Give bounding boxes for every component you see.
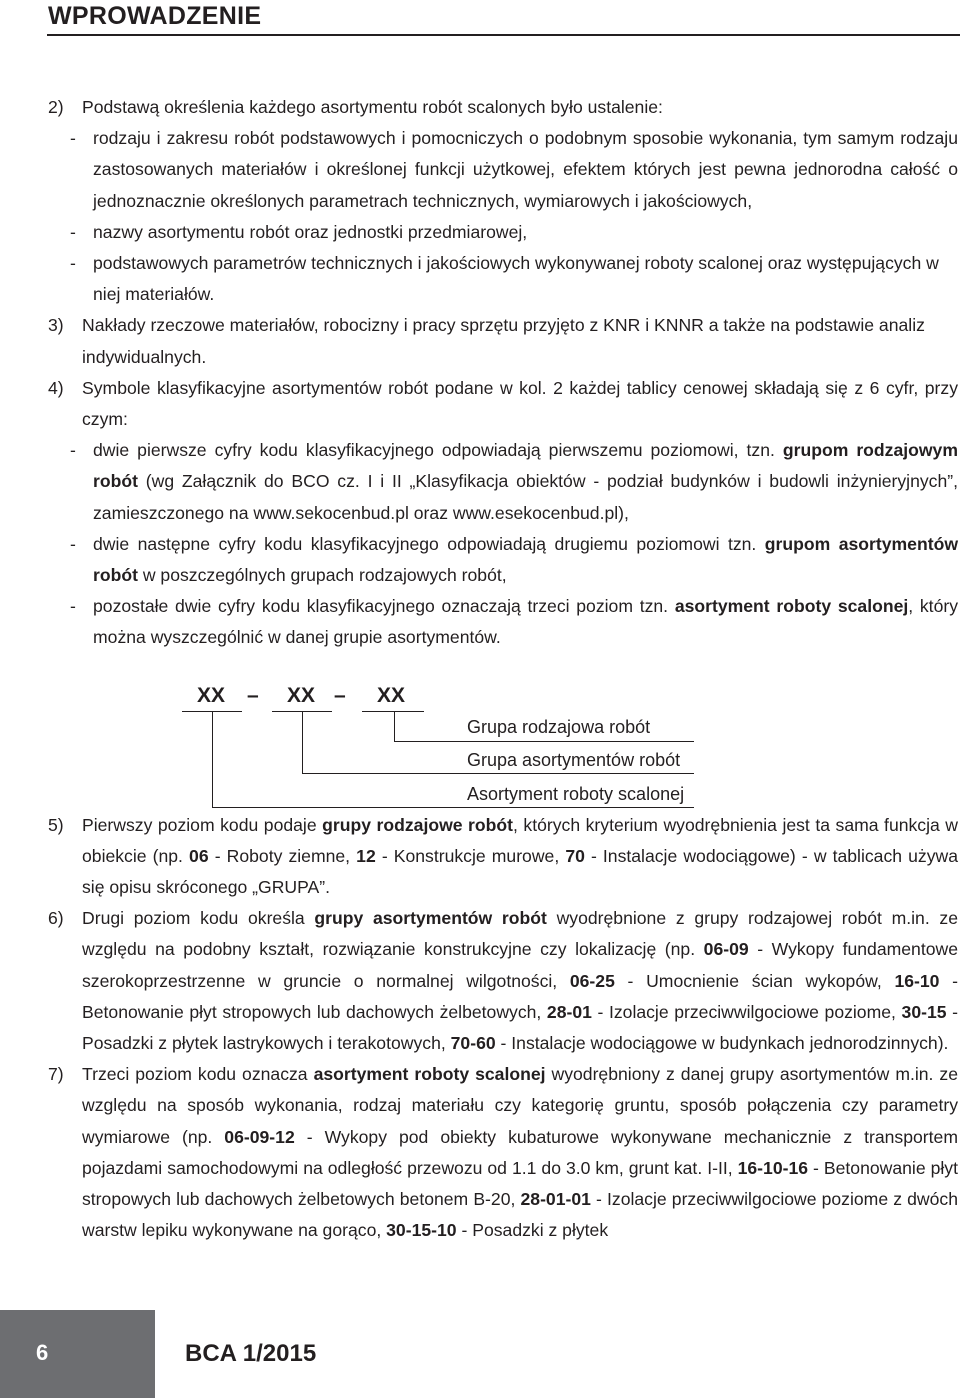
paragraph-number: 6) — [48, 908, 64, 929]
paragraph-text: Nakłady rzeczowe materiałów, robocizny i pracy sprzętu przyjęto z KNR i KNNR a także na podstawie analiz indywidualnych. — [82, 315, 925, 367]
list-item — [70, 435, 958, 529]
paragraph-text: - Konstrukcje murowe, — [375, 845, 566, 866]
paragraph-text: - Posadzki z płytek lastrykowych i terakotowych, — [82, 1001, 958, 1054]
code-separator: – — [247, 684, 259, 707]
paragraph-7 — [48, 1059, 958, 1246]
paragraph-text: - Instalacje wodociągowe) - w tablicach używa się opisu skróconego „GRUPA”. — [82, 845, 958, 898]
main-content — [48, 92, 958, 1247]
list-item-text: rodzaju i zakresu robót podstawowych i pomocniczych o podobnym sposobie wykonania, tym samym rodzaju zastosowanych materiałów i określonej funkcji użytkowej, efektem których jest pewna jednorodna całość o jednoznacznie określonych parametrach technicznych, wymiarowych i jakościowych, — [93, 128, 958, 211]
bold-code: 12 — [356, 845, 376, 866]
code-segment-3: XX — [377, 684, 406, 707]
connector-line — [302, 773, 694, 774]
bold-code: 06-25 — [569, 970, 615, 991]
paragraph-number: 5) — [48, 814, 64, 835]
bold-term: grupy asortymentów robót — [314, 908, 547, 929]
bold-code: 06 — [189, 845, 209, 866]
bold-code: 16-10 — [894, 970, 940, 991]
paragraph-6 — [48, 903, 958, 1059]
list-dash: - — [70, 596, 76, 617]
code-structure-diagram — [182, 684, 702, 818]
page-number-box — [0, 1310, 155, 1398]
paragraph-5 — [48, 810, 958, 904]
paragraph-text: - Betonowanie płyt stropowych lub dachowych żelbetowych, — [82, 970, 958, 1022]
paragraph-number: 7) — [48, 1064, 64, 1085]
bold-code: 06-09 — [703, 939, 749, 960]
list-dash: - — [70, 533, 76, 554]
paragraph-number: 4) — [48, 377, 64, 398]
connector-line — [212, 807, 694, 808]
list-dash: - — [70, 128, 76, 149]
list-item — [70, 248, 958, 310]
paragraph-text: wyodrębnione z grupy rodzajowej robót m.in. ze względu na podobny kształt, rozwiązanie konstrukcyjne czy lokalizację (np. — [82, 908, 959, 960]
paragraph-text: - Umocnienie ścian wykopów, — [614, 970, 895, 991]
paragraph-text: Drugi poziom kodu określa — [82, 908, 315, 929]
code-segment-1: XX — [197, 684, 226, 707]
bold-term: grupom asortymentów robót — [93, 533, 958, 586]
list-item — [70, 529, 958, 591]
bold-term: grupom rodzajowym robót — [93, 440, 958, 492]
list-dash: - — [70, 221, 76, 242]
list-item-text: dwie pierwsze cyfry kodu klasyfikacyjnego odpowiadają pierwszemu poziomowi, tzn. — [93, 440, 783, 461]
paragraph-text: - Wykopy fundamentowe szerokoprzestrzenne w gruncie o normalnej wilgotności, — [82, 939, 958, 991]
bold-code: 70-60 — [450, 1033, 496, 1054]
paragraph-3 — [48, 310, 958, 372]
paragraph-text: , których kryterium wyodrębnienia jest ta sama funkcja w obiekcie (np. — [82, 814, 959, 866]
magazine-issue: BCA 1/2015 — [185, 1340, 317, 1367]
list-item — [70, 591, 958, 653]
list-item-text: (wg Załącznik do BCO cz. I i II „Klasyfikacja obiektów - podział budynków i budowli inżynieryjnych”, zamieszczonego na www.sekocenbud.pl oraz www.esekocenbud.pl), — [93, 471, 958, 523]
list-item-text: dwie następne cyfry kodu klasyfikacyjnego odpowiadają drugiemu poziomowi tzn. — [93, 533, 765, 554]
paragraph-text: Trzeci poziom kodu oznacza — [82, 1064, 314, 1085]
list-item — [70, 217, 958, 248]
list-item-text: , który można wyszczególnić w danej grupie asortymentów. — [93, 596, 959, 648]
paragraph-text: - Izolacje przeciwwilgociowe poziome z dwóch warstw lepiku wykonywane na gorąco, — [82, 1189, 958, 1241]
paragraph-text: - Roboty ziemne, — [208, 845, 357, 866]
diagram-label-assortment-group: Grupa asortymentów robót — [467, 750, 681, 770]
bold-code: 28-01-01 — [520, 1189, 591, 1210]
paragraph-intro: Podstawą określenia każdego asortymentu robót scalonych było ustalenie: — [82, 97, 663, 117]
connector-line — [302, 711, 303, 773]
page-number: 6 — [36, 1340, 49, 1365]
list-dash: - — [70, 440, 76, 461]
paragraph-4 — [48, 373, 958, 435]
code-segment-2: XX — [287, 684, 316, 707]
connector-line — [212, 711, 213, 807]
paragraph-number: 3) — [48, 315, 64, 336]
paragraph-text: - Instalacje wodociągowe w budynkach jednorodzinnych). — [495, 1033, 949, 1054]
page-header — [47, 0, 960, 36]
list-item — [70, 123, 958, 217]
paragraph-number: 2) — [48, 97, 64, 117]
diagram-label-group: Grupa rodzajowa robót — [467, 717, 651, 737]
paragraph-text: - Izolacje przeciwwilgociowe poziome, — [591, 1001, 902, 1022]
bold-term: grupy rodzajowe robót — [322, 814, 514, 835]
bold-code: 70 — [565, 845, 585, 866]
diagram-label-assortment: Asortyment roboty scalonej — [467, 784, 685, 804]
paragraph-text: - Wykopy pod obiekty kubaturowe wykonywane mechanicznie z transportem pojazdami samochodowymi na odległość przewozu od 1.1 do 3.0 km, grunt kat. I-II, — [82, 1126, 958, 1178]
bold-code: 30-15 — [901, 1001, 947, 1022]
list-dash: - — [70, 253, 76, 274]
bold-term: asortyment roboty scalonej — [674, 596, 909, 617]
list-item-text: podstawowych parametrów technicznych i jakościowych wykonywanej roboty scalonej oraz występujących w niej materiałów. — [93, 253, 939, 305]
code-separator: – — [334, 684, 346, 707]
paragraph-text: Pierwszy poziom kodu podaje — [82, 814, 323, 835]
connector-line — [394, 741, 694, 742]
list-item-text: nazwy asortymentu robót oraz jednostki przedmiarowej, — [93, 221, 528, 242]
bold-code: 28-01 — [546, 1001, 592, 1022]
section-title: WPROWADZENIE — [48, 2, 262, 30]
bold-term: asortyment roboty scalonej — [313, 1064, 546, 1085]
underline — [362, 711, 424, 712]
connector-line — [394, 711, 395, 741]
paragraph-text: - Betonowanie płyt stropowych lub dachowych żelbetowych betonem B-20, — [82, 1157, 958, 1210]
list-item-text: w poszczególnych grupach rodzajowych robót, — [137, 565, 507, 586]
paragraph-text: - Posadzki z płytek — [456, 1220, 609, 1241]
list-item-text: pozostałe dwie cyfry kodu klasyfikacyjnego oznaczają trzeci poziom tzn. — [93, 596, 675, 617]
paragraph-text: Symbole klasyfikacyjne asortymentów robót podane w kol. 2 każdej tablicy cenowej składają się z 6 cyfr, przy czym: — [82, 377, 958, 430]
paragraph-2 — [48, 92, 958, 123]
bold-code: 30-15-10 — [386, 1220, 457, 1241]
bold-code: 06-09-12 — [224, 1126, 295, 1147]
bold-code: 16-10-16 — [737, 1157, 809, 1178]
paragraph-text: wyodrębniony z danej grupy asortymentów m.in. ze względu na sposób wykonania, rodzaj materiału czy kategorię gruntu, sposób połączenia czy parametry wymiarowe (np. — [82, 1064, 959, 1147]
